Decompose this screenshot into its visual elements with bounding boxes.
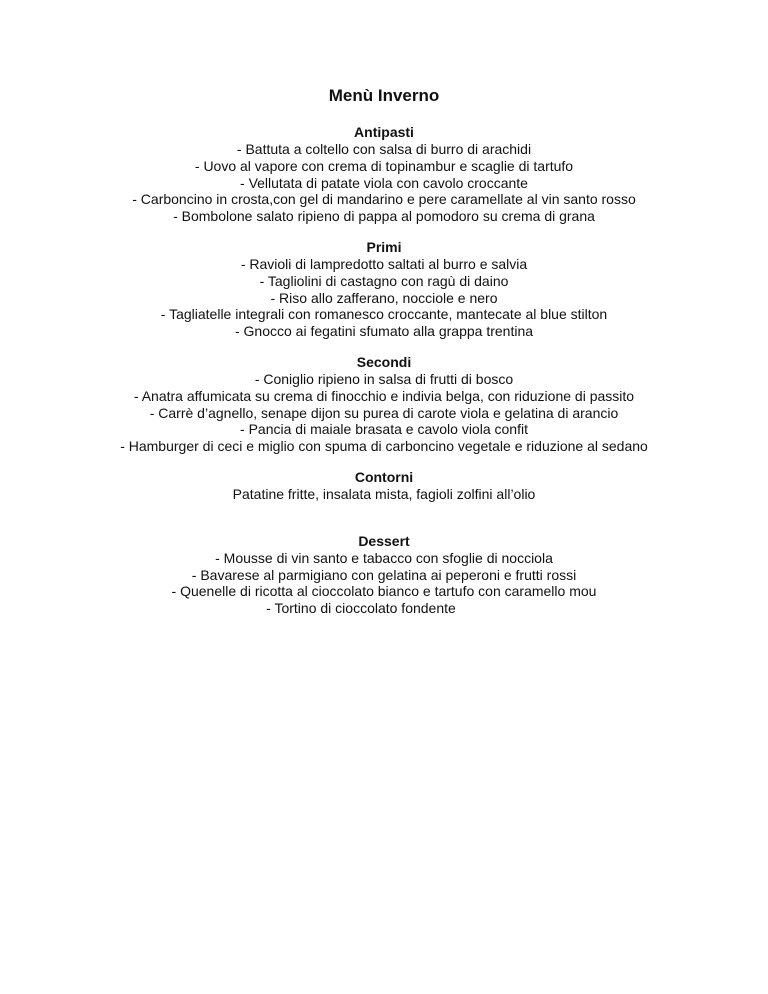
menu-item: - Bavarese al parmigiano con gelatina ai peperoni e frutti rossi [191, 566, 577, 583]
menu-item: Patatine fritte, insalata mista, fagioli zolfini all’olio [232, 485, 536, 502]
menu-item: - Pancia di maiale brasata e cavolo viola confit [240, 421, 528, 438]
menu-item: - Uovo al vapore con crema di topinambur e scaglie di tartufo [194, 157, 574, 174]
menu-item: - Gnocco ai fegatini sfumato alla grappa trentina [234, 323, 534, 340]
section-secondi [0, 354, 768, 455]
menu-item: - Anatra affumicata su crema di finocchio e indivia belga, con riduzione di passito [133, 387, 635, 404]
section-heading-secondi: Secondi [356, 353, 412, 370]
section-primi [0, 239, 768, 340]
menu-item: - Hamburger di ceci e miglio con spuma di carboncino vegetale e riduzione al sedano [120, 438, 648, 455]
section-contorni [0, 469, 768, 503]
menu-item: - Carboncino in crosta,con gel di mandarino e pere caramellate al vin santo rosso [132, 191, 636, 208]
section-heading-antipasti: Antipasti [354, 124, 414, 140]
menu-item: - Coniglio ripieno in salsa di frutti di bosco [254, 370, 514, 387]
menu-item: - Vellutata di patate viola con cavolo croccante [240, 174, 528, 191]
section-heading-contorni: Contorni [354, 468, 414, 485]
menu-item: - Tagliolini di castagno con ragù di daino [259, 272, 509, 289]
menu-item: - Riso allo zafferano, nocciole e nero [270, 289, 498, 306]
menu-item: - Carrè d’agnello, senape dijon su purea di carote viola e gelatina di arancio [149, 404, 619, 421]
section-antipasti [0, 124, 768, 225]
section-heading-primi: Primi [366, 238, 402, 255]
menu-item: - Tortino di cioccolato fondente [266, 600, 456, 617]
menu-item: - Quenelle di ricotta al cioccolato bianco e tartufo con caramello mou [171, 583, 597, 600]
section-dessert [0, 533, 768, 617]
menu-item: - Battuta a coltello con salsa di burro di arachidi [236, 141, 532, 157]
section-heading-dessert: Dessert [358, 532, 410, 549]
page-title: Menù Inverno [328, 86, 440, 105]
menu-item: - Tagliatelle integrali con romanesco croccante, mantecate al blue stilton [160, 306, 608, 323]
menu-item: - Ravioli di lampredotto saltati al burro e salvia [240, 255, 528, 272]
menu-item: - Mousse di vin santo e tabacco con sfoglie di nocciola [215, 549, 553, 566]
menu-item: - Bombolone salato ripieno di pappa al pomodoro su crema di grana [173, 208, 595, 225]
